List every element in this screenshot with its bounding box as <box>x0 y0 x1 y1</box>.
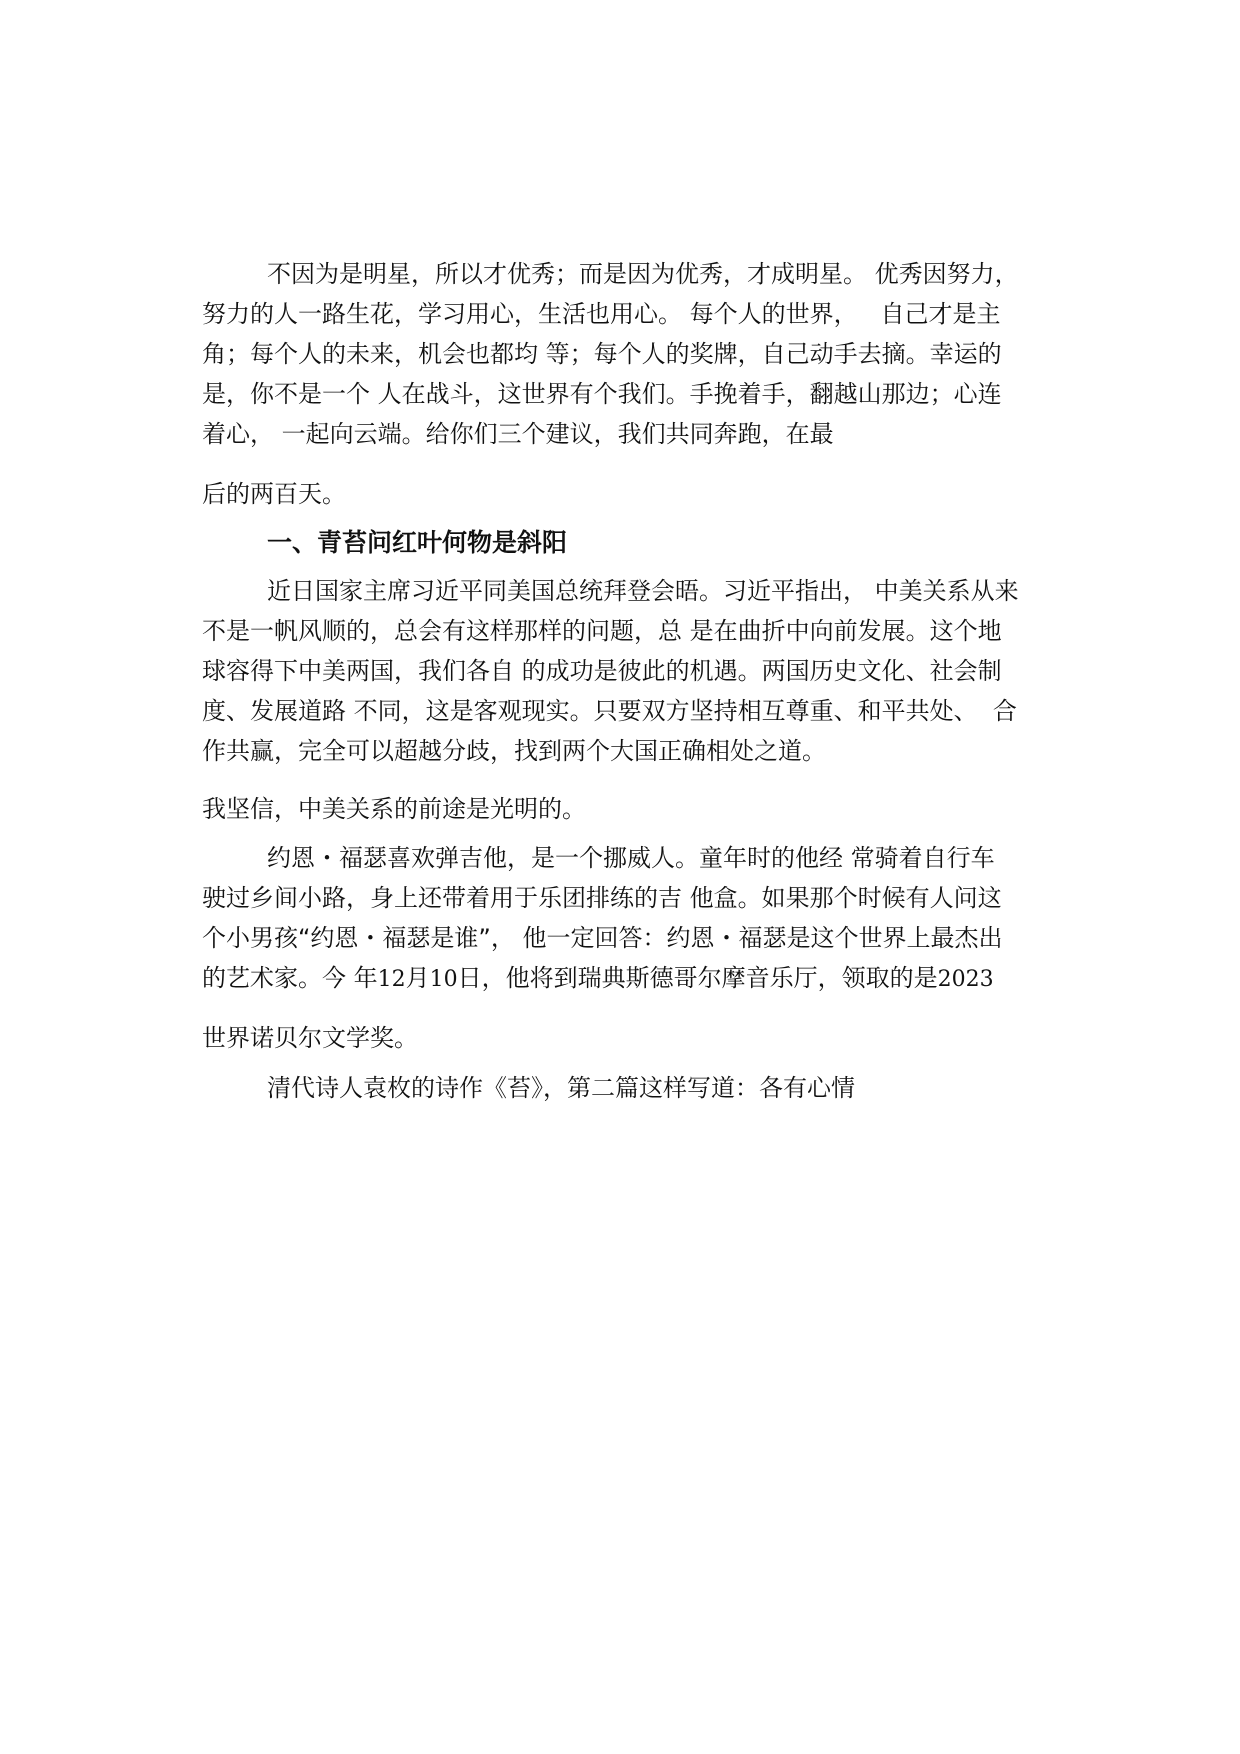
paragraph1-line1: 不因为是明星，所以才优秀；而是因为优秀，才成明星。 优秀因努力， <box>267 260 1019 288</box>
paragraph1-line2: 努力的人一路生花，学习用心，生活也用心。 每个人的世界， 自己才是主 <box>202 300 1001 328</box>
paragraph3-line3: 个小男孩“约恩・福瑟是谁”， 他一定回答：约恩・福瑟是这个世界上最杰出 <box>202 924 1003 952</box>
section-heading: 一、青苔问红叶何物是斜阳 <box>267 528 568 557</box>
paragraph3-line5: 世界诺贝尔文学奖。 <box>202 1024 418 1052</box>
date-day: 10 <box>429 967 458 992</box>
paragraph2-line5: 作共赢，完全可以超越分歧，找到两个大国正确相处之道。 <box>202 737 826 765</box>
paragraph1-line4: 是，你不是一个 人在战斗，这世界有个我们。手挽着手，翻越山那边；心连 <box>202 380 1002 408</box>
paragraph1-line5: 着心， 一起向云端。给你们三个建议，我们共同奔跑，在最 <box>202 420 834 448</box>
paragraph3-line1: 约恩・福瑟喜欢弹吉他，是一个挪威人。童年时的他经 常骑着自行车 <box>267 844 995 872</box>
paragraph2-line1: 近日国家主席习近平同美国总统拜登会晤。习近平指出， 中美关系从来 <box>267 577 1019 605</box>
date-year: 2023 <box>937 967 994 992</box>
paragraph3-line2: 驶过乡间小路，身上还带着用于乐团排练的吉 他盒。如果那个时候有人问这 <box>202 884 1002 912</box>
paragraph3-line4 <box>202 958 994 998</box>
paragraph2-line6: 我坚信，中美关系的前途是光明的。 <box>202 795 586 823</box>
paragraph2-line4: 度、发展道路 不同，这是客观现实。只要双方坚持相互尊重、和平共处、 合 <box>202 697 1017 725</box>
paragraph3-line4-text3: 日，他将到瑞典斯德哥尔摩音乐厅，领取的是 <box>457 964 938 992</box>
date-month: 12 <box>377 967 406 992</box>
paragraph2-line2: 不是一帆风顺的，总会有这样那样的问题，总 是在曲折中向前发展。这个地 <box>202 617 1002 645</box>
paragraph3-line4-text1: 的艺术家。今 年 <box>202 964 378 992</box>
paragraph1-line3: 角；每个人的未来，机会也都均 等；每个人的奖牌，自己动手去摘。幸运的 <box>202 340 1002 368</box>
paragraph1-line6: 后的两百天。 <box>202 480 346 508</box>
paragraph4-line1: 清代诗人袁枚的诗作《苔》，第二篇这样写道：各有心情 <box>267 1074 855 1102</box>
paragraph2-line3: 球容得下中美两国，我们各自 的成功是彼此的机遇。两国历史文化、社会制 <box>202 657 1002 685</box>
paragraph3-line4-text2: 月 <box>405 964 430 992</box>
